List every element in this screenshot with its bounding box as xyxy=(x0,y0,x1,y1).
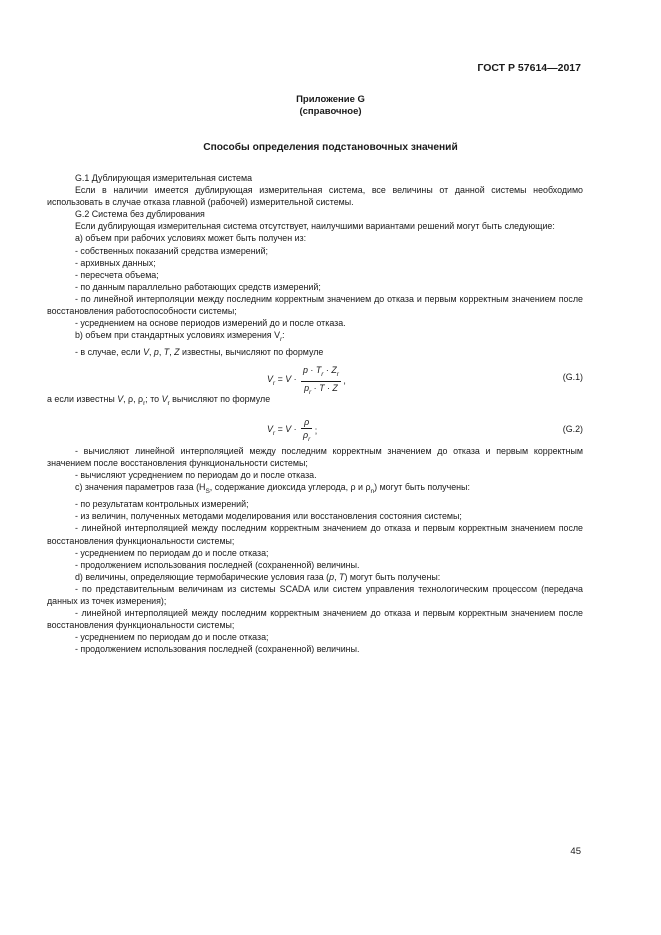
text-run: c) значения параметров газа (H xyxy=(75,482,206,493)
formula-number: (G.1) xyxy=(562,372,583,383)
formula-g1-expression xyxy=(267,364,346,399)
denominator-text: p xyxy=(304,383,310,394)
fraction xyxy=(301,416,312,446)
clause-g2-text: Если дублирующая измерительная система отсутствует, наилучшими вариантами решений могут быть следующие: xyxy=(75,221,555,232)
list-item: - усреднением по периодам до и после отказа; xyxy=(75,632,269,643)
variable: V xyxy=(117,394,124,405)
subscript: r xyxy=(167,399,170,407)
punctuation: ; xyxy=(312,425,318,436)
list-item-d xyxy=(47,571,583,583)
subscript: r xyxy=(272,429,276,437)
text-run: , xyxy=(169,347,175,358)
section-title: Способы определения подстановочных значений xyxy=(203,142,458,153)
denominator xyxy=(301,429,312,446)
variable: V xyxy=(267,374,273,385)
list-item: - из величин, полученных методами моделирования или восстановления состояния системы; xyxy=(75,511,462,522)
list-item: - вычисляют линейной интерполяцией между последним корректным значением до отказа и первым корректным значением после восстановления функциональности системы; xyxy=(47,446,583,469)
formula-number: (G.2) xyxy=(562,424,583,435)
list-item: - линейной интерполяцией между последним корректным значением до отказа и первым корректным значением после восстановления функциональности системы; xyxy=(47,608,583,631)
text-run: ) могут быть получены: xyxy=(344,571,441,582)
numerator xyxy=(301,364,341,382)
formula-g1 xyxy=(47,362,583,396)
list-item-c xyxy=(47,481,583,498)
formula-g2 xyxy=(47,414,583,442)
subscript: r xyxy=(321,370,324,378)
operator: = V · xyxy=(275,374,297,385)
subscript: r xyxy=(280,336,283,343)
text-run: вычисляют по формуле xyxy=(169,394,271,405)
text-run: ; то xyxy=(145,394,162,405)
text-run: - в случае, если xyxy=(75,347,144,358)
list-item: - по линейной интерполяции между последним корректным значением до отказа и первым корректным значением после восстановления работоспособности системы; xyxy=(47,293,583,317)
variable: Z xyxy=(174,347,180,358)
subscript: r xyxy=(309,388,312,396)
variable: V xyxy=(143,347,149,358)
clause-g1-text: Если в наличии имеется дублирующая измерительная система, все величины от данной системы необходимо использовать в случае отказа главной (рабочей) измерительной системы. xyxy=(47,185,583,208)
numerator: ρ xyxy=(301,416,312,429)
subscript: r xyxy=(143,399,146,407)
list-item: - по результатам контрольных измерений; xyxy=(75,499,249,510)
numerator-text: p · T xyxy=(303,365,322,376)
list-item-b-text: b) объем при стандартных условиях измерения V xyxy=(75,330,280,341)
list-item: - пересчета объема; xyxy=(75,269,159,280)
variable: p xyxy=(153,347,159,358)
text-run: а если известны xyxy=(47,394,118,405)
fraction xyxy=(301,364,341,399)
list-item: - архивных данных; xyxy=(75,257,156,268)
page-number: 45 xyxy=(570,846,581,857)
variable: T xyxy=(163,347,170,358)
list-item: - продолжением использования последней (сохраненной) величины. xyxy=(75,644,360,655)
list-item: - собственных показаний средства измерений; xyxy=(75,245,268,256)
clause-g2-heading: G.2 Система без дублирования xyxy=(75,209,205,220)
text-run: d) величины, определяющие термобарические условия газа ( xyxy=(75,571,330,582)
operator: = V · xyxy=(275,423,297,434)
list-item: - усреднением на основе периодов измерений до и после отказа. xyxy=(75,318,346,329)
text-run: ) могут быть получены: xyxy=(374,482,470,493)
variable: V xyxy=(267,423,273,434)
list-item xyxy=(47,346,583,358)
document-body xyxy=(47,172,583,655)
list-item: - усреднением по периодам до и после отказа; xyxy=(75,547,269,558)
subscript: r xyxy=(308,435,311,443)
subscript: r xyxy=(336,370,339,378)
subscript: n xyxy=(370,488,375,496)
list-item: - по представительным величинам из системы SCADA или систем управления технологическим процессом (передача данных из точек измерения); xyxy=(47,583,583,606)
text-run: , xyxy=(334,571,340,582)
text-run: , содержание диоксида углерода, ρ и ρ xyxy=(209,482,371,493)
formula-g2-expression xyxy=(267,416,317,446)
list-item: - вычисляют усреднением по периодам до и после отказа. xyxy=(75,470,317,481)
text-run: , ρ, ρ xyxy=(123,394,144,405)
list-item-a: a) объем при рабочих условиях может быть получен из: xyxy=(75,233,307,244)
list-item: - продолжением использования последней (сохраненной) величины. xyxy=(75,559,360,570)
text-run: , xyxy=(148,347,154,358)
denominator-text: · T · Z xyxy=(311,383,338,394)
variable: T xyxy=(339,571,345,582)
denominator-text: ρ xyxy=(303,430,309,441)
list-item: - линейной интерполяцией между последним корректным значением до отказа и первым корректным значением после восстановления функциональности системы; xyxy=(47,523,583,546)
numerator-text: · Z xyxy=(323,365,337,376)
denominator xyxy=(301,382,341,399)
clause-g1-heading: G.1 Дублирующая измерительная система xyxy=(75,173,253,183)
variable: V xyxy=(161,394,168,405)
annex-subtitle: (справочное) xyxy=(299,106,362,117)
subscript: S xyxy=(205,488,210,496)
text-run: известны, вычисляют по формуле xyxy=(179,347,324,358)
list-item: - по данным параллельно работающих средств измерений; xyxy=(75,281,321,292)
subscript: r xyxy=(272,379,276,387)
text-run: , xyxy=(158,347,164,358)
document-code: ГОСТ Р 57614—2017 xyxy=(477,62,581,74)
annex-title: Приложение G xyxy=(296,94,365,105)
punctuation: : xyxy=(282,330,285,341)
punctuation: , xyxy=(340,375,346,386)
list-item-b xyxy=(47,329,583,346)
variable: p xyxy=(329,571,335,582)
